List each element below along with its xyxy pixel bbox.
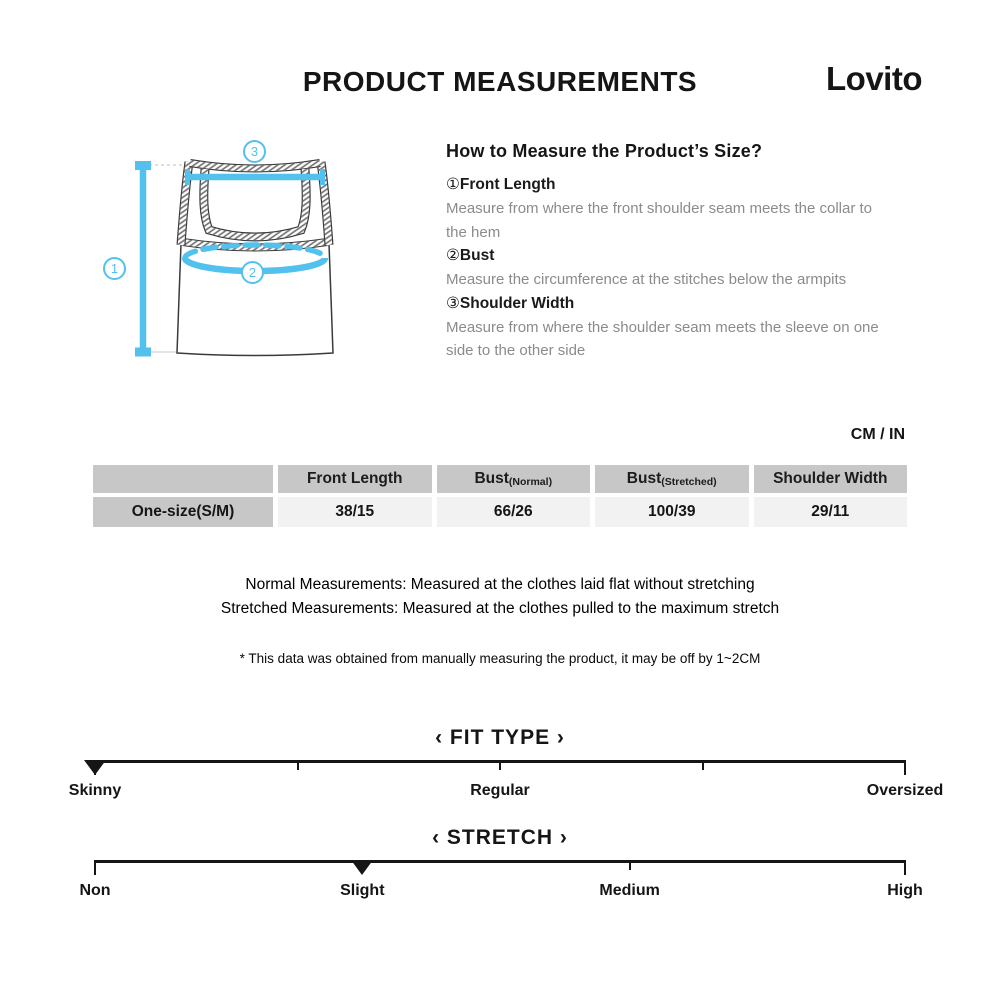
measurement-value-cell: 38/15 <box>278 497 432 527</box>
size-label-cell: One-size(S/M) <box>93 497 273 527</box>
item-name: Front Length <box>459 176 556 193</box>
fit-type-track <box>95 760 905 763</box>
column-sublabel: (Normal) <box>508 476 553 488</box>
column-header-cell <box>278 465 432 493</box>
scale-label-medium: Medium <box>599 882 660 899</box>
callout-1-front-length: 1 <box>103 257 126 280</box>
garment-measurement-diagram <box>90 128 410 396</box>
column-header-cell <box>595 465 749 493</box>
stretch-labels <box>79 882 923 904</box>
column-header-cell <box>754 465 908 493</box>
disclaimer-footnote: * This data was obtained from manually measuring the product, it may be off by 1~2CM <box>239 651 761 666</box>
measurement-value-cell: 100/39 <box>595 497 749 527</box>
measurements-table <box>93 465 907 527</box>
fit-type-labels <box>68 782 944 804</box>
measurement-value-cell: 29/11 <box>754 497 908 527</box>
scale-label-high: High <box>887 882 923 899</box>
column-sublabel: (Stretched) <box>661 476 717 488</box>
item-number: ② <box>446 247 460 264</box>
shoulder-width-measure-line <box>188 174 322 181</box>
brand-logo: Lovito <box>826 60 922 97</box>
scale-tick <box>702 760 704 770</box>
scale-tick <box>904 760 906 775</box>
column-label: Front Length <box>306 470 403 487</box>
scale-label-slight: Slight <box>340 882 385 899</box>
scale-marker-slight <box>351 860 373 875</box>
table-data-row <box>93 497 907 527</box>
stretch-title: ‹ STRETCH › <box>432 826 568 849</box>
item-description: Measure from where the shoulder seam meets the sleeve on one side to the other side <box>446 318 879 359</box>
measurement-notes <box>0 573 1000 620</box>
scale-label-regular: Regular <box>470 782 530 799</box>
column-label: Bust <box>626 470 662 487</box>
table-corner-cell <box>93 465 273 493</box>
callout-2-bust: 2 <box>241 261 264 284</box>
scale-label-skinny: Skinny <box>68 782 122 799</box>
measurement-value-cell: 66/26 <box>437 497 591 527</box>
how-to-title: How to Measure the Product’s Size? <box>446 141 763 161</box>
page-title: PRODUCT MEASUREMENTS <box>302 66 698 97</box>
front-length-measure-line <box>140 165 147 352</box>
table-header-row <box>93 465 907 493</box>
item-description: Measure the circumference at the stitches below the armpits <box>446 271 847 288</box>
units-label: CM / IN <box>850 426 905 443</box>
stretch-track <box>95 860 905 863</box>
scale-tick <box>94 860 96 875</box>
note-normal: Normal Measurements: Measured at the clothes laid flat without stretching <box>245 576 755 593</box>
note-stretched: Stretched Measurements: Measured at the clothes pulled to the maximum stretch <box>220 599 780 617</box>
item-name: Bust <box>459 247 495 264</box>
measure-item-shoulder-width <box>446 292 880 316</box>
column-label: Shoulder Width <box>773 470 888 487</box>
how-to-measure-section <box>446 141 880 363</box>
column-header-cell <box>437 465 591 493</box>
scale-tick <box>499 760 501 770</box>
item-number: ① <box>446 176 460 193</box>
scale-tick <box>297 760 299 770</box>
fit-type-title: ‹ FIT TYPE › <box>435 726 565 749</box>
item-description: Measure from where the front shoulder seam meets the collar to the hem <box>446 200 873 241</box>
scale-tick <box>629 860 631 870</box>
scale-label-non: Non <box>79 882 111 899</box>
column-label: Bust <box>474 470 509 487</box>
measure-item-bust <box>446 244 880 268</box>
callout-3-shoulder-width: 3 <box>243 140 266 163</box>
measure-item-front-length <box>446 173 880 197</box>
item-number: ③ <box>446 294 460 312</box>
scale-tick <box>904 860 906 875</box>
scale-marker-skinny <box>84 760 106 775</box>
scale-label-oversized: Oversized <box>866 782 944 799</box>
item-name: Shoulder Width <box>459 294 575 312</box>
